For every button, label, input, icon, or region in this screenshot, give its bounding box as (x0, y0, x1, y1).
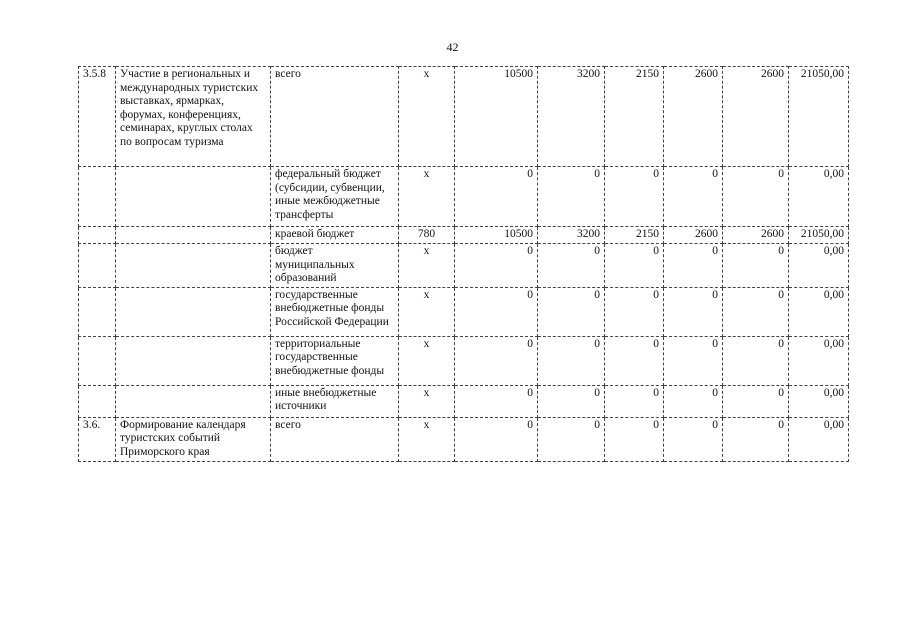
row-code (79, 336, 116, 385)
row-value-year-1: 0 (455, 385, 538, 417)
row-grbs: х (399, 167, 455, 227)
table-row (79, 67, 849, 167)
row-value-year-5: 0 (723, 417, 789, 461)
row-value-year-2: 0 (538, 336, 605, 385)
row-value-year-2: 0 (538, 287, 605, 336)
row-value-year-1: 0 (455, 417, 538, 461)
row-value-year-1: 10500 (455, 67, 538, 167)
row-value-year-2: 0 (538, 244, 605, 288)
row-value-year-3: 0 (605, 287, 664, 336)
row-activity (116, 336, 271, 385)
row-funding-source: всего (271, 67, 399, 167)
row-value-year-4: 2600 (664, 227, 723, 244)
row-value-total: 0,00 (789, 417, 849, 461)
table-row (79, 227, 849, 244)
row-value-year-5: 2600 (723, 227, 789, 244)
row-value-year-3: 2150 (605, 67, 664, 167)
row-code (79, 244, 116, 288)
row-value-year-4: 0 (664, 385, 723, 417)
row-activity: Участие в региональных и международных туристских выставках, ярмарках, форумах, конференциях, семинарах, круглых столах по вопросам туризма (116, 67, 271, 167)
table-row (79, 167, 849, 227)
row-value-year-3: 0 (605, 385, 664, 417)
row-code (79, 385, 116, 417)
row-value-year-2: 0 (538, 167, 605, 227)
row-grbs: х (399, 336, 455, 385)
row-value-year-4: 0 (664, 287, 723, 336)
row-activity (116, 244, 271, 288)
row-activity: Формирование календаря туристских событий Приморского края (116, 417, 271, 461)
row-value-year-4: 0 (664, 336, 723, 385)
row-code (79, 167, 116, 227)
page-number: 42 (446, 40, 459, 54)
row-value-year-3: 0 (605, 244, 664, 288)
row-funding-source: государственные внебюджетные фонды Российской Федерации (271, 287, 399, 336)
row-value-year-2: 0 (538, 385, 605, 417)
row-code: 3.6. (79, 417, 116, 461)
row-funding-source: краевой бюджет (271, 227, 399, 244)
row-value-total: 21050,00 (789, 227, 849, 244)
row-funding-source: федеральный бюджет (субсидии, субвенции, иные межбюджетные трансферты (271, 167, 399, 227)
row-value-year-3: 0 (605, 336, 664, 385)
row-value-year-2: 3200 (538, 67, 605, 167)
row-value-year-4: 0 (664, 417, 723, 461)
table-row (79, 244, 849, 288)
row-value-year-1: 0 (455, 244, 538, 288)
row-value-year-5: 0 (723, 287, 789, 336)
row-funding-source: всего (271, 417, 399, 461)
row-value-year-5: 0 (723, 167, 789, 227)
row-value-year-3: 2150 (605, 227, 664, 244)
row-grbs: 780 (399, 227, 455, 244)
row-value-year-2: 3200 (538, 227, 605, 244)
row-value-total: 0,00 (789, 385, 849, 417)
row-activity (116, 287, 271, 336)
table-row (79, 417, 849, 461)
row-code: 3.5.8 (79, 67, 116, 167)
table-row (79, 385, 849, 417)
row-activity (116, 385, 271, 417)
row-value-total: 0,00 (789, 167, 849, 227)
row-value-year-4: 0 (664, 244, 723, 288)
table-body (79, 67, 849, 462)
row-value-total: 0,00 (789, 336, 849, 385)
row-value-year-1: 0 (455, 287, 538, 336)
row-value-year-1: 0 (455, 336, 538, 385)
row-value-year-5: 0 (723, 244, 789, 288)
row-grbs: х (399, 417, 455, 461)
row-code (79, 287, 116, 336)
row-value-year-5: 0 (723, 336, 789, 385)
row-value-total: 21050,00 (789, 67, 849, 167)
row-code (79, 227, 116, 244)
row-activity (116, 227, 271, 244)
budget-table (78, 66, 849, 462)
row-funding-source: бюджет муниципальных образований (271, 244, 399, 288)
row-value-total: 0,00 (789, 287, 849, 336)
row-value-year-2: 0 (538, 417, 605, 461)
row-funding-source: территориальные государственные внебюджетные фонды (271, 336, 399, 385)
row-value-year-4: 0 (664, 167, 723, 227)
row-value-year-1: 10500 (455, 227, 538, 244)
row-grbs: х (399, 385, 455, 417)
table-row (79, 287, 849, 336)
table-row (79, 336, 849, 385)
row-value-year-1: 0 (455, 167, 538, 227)
row-value-year-3: 0 (605, 167, 664, 227)
row-grbs: х (399, 287, 455, 336)
row-grbs: х (399, 67, 455, 167)
row-value-year-5: 2600 (723, 67, 789, 167)
row-value-total: 0,00 (789, 244, 849, 288)
row-activity (116, 167, 271, 227)
row-value-year-3: 0 (605, 417, 664, 461)
row-grbs: х (399, 244, 455, 288)
row-value-year-4: 2600 (664, 67, 723, 167)
row-value-year-5: 0 (723, 385, 789, 417)
row-funding-source: иные внебюджетные источники (271, 385, 399, 417)
